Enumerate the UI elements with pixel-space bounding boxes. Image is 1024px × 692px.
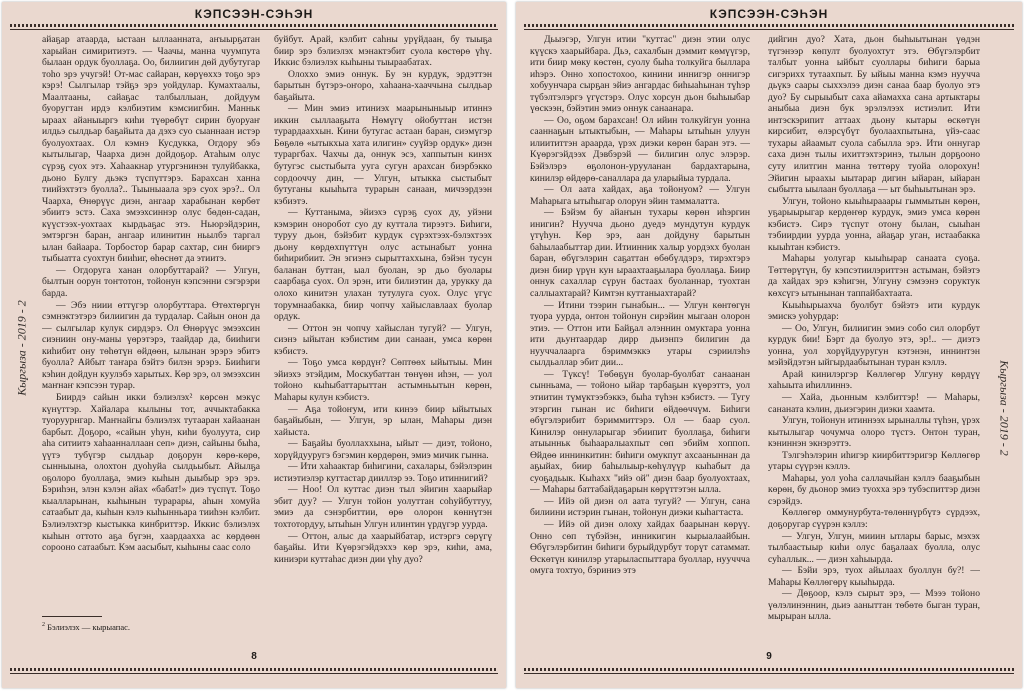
paragraph: Улгун, тойонун итиннээх ырыналлы түһэн, үрэх кытылыгар чочумча олоро түстэ. Онтон туран, кэниннэн экнэрэттэ. <box>768 415 980 450</box>
top-ornament-border <box>10 24 498 30</box>
paragraph: — Оттон эн чопчу хайыслан тугуй? — Улгун, сиэнэ ыйытан кэбистим дии санаан, умса көрөн кэбистэ. <box>274 322 492 357</box>
paragraph: Биирдэ сайын икки бэлиэлэх² көрсөн мэкүс күнүттэр. Хайалара кылыны тот, аччыктабакка туоруурнгар. Маҥнайгы бэлиэлэх тутааран хайаанан барбыт. Доҕоро, «сайын уһун, киһи буолуута, сир аһа ситиитэ хаһаанналлаан сеп» диэн, сайыны быһа, үүтэ тубүгэр сылдьар доҕорун көрө-көрө, сынныына, олохтон дуоһуйа сылдьыбыт. Айылҕа оҕолоро буоллаҕа, эмиэ кыһын дыыбыр эрэ эрэ. Бэриһэн, элэн кэлэн айах «бабат!» диэ түспүт. Тоҕо кыалларынан, кыһынын турарары, аһын хомуйа сатаабыт да, кыһын кэлэ кыһынньара тииһэн кэлбит. Бэлиэлэхтэр кыстыкка кинбриттэр. Иккис бэлиэлэх кыһын оттото аҕа бүгэн, хаардаахха ас көрдөөн сорооно сатаабыт. Кэм аасыбыт, кыһыны саас соло <box>42 391 260 554</box>
paragraph: — Баҕайы буоллаххына, ыйыт — диэт, тойоно, хорүйдууругэ бэгэмин көрдөрөн, эмиэ мичик гынна. <box>274 438 492 461</box>
right-page <box>516 2 1022 688</box>
footnote-marker: 2 <box>42 622 45 628</box>
side-handwritten-note: Кыргыза - 2019 - 2 <box>997 360 1012 456</box>
page-header: КЭПСЭЭН-СЭҺЭН <box>194 7 314 21</box>
footnote-text: Бэлиэлэх — кырыапас. <box>47 621 131 632</box>
paragraph: — Ноо! Ол куттас диэн тыл эйигин хаарыйар эбит дуу? — Улгун тойон уолуттан соһуйбуттуу, эмиэ да сэнэрбиттии, өрө олорон көннүтэн тохтотордуу, ытыһын Улгун илинтин үрдүгэр уурда. <box>274 484 492 530</box>
paragraph: — Ийэ ой диэн ол аата тугуй? — Улгун, сана билиини истэрин гынан, тойонун диэки кыһагтаста. <box>530 495 750 519</box>
paragraph: — Куттаныма, эйиэхэ сүрэҕ суох ду, уйэни кэмэрин оноробот суо ду куттала тирээтэ. Биһиги, туруу дьон, бэйэбит курдук сүрэхтээх-бэлэхтээх дьону көрдөхпүттүн олус астынабыт уонна биһирибиит. Эн эгиэнэ сырыттаххына, бэйэн тусун баланан буттан, ыал буолан, эр дьо буолары саарбаҕа суох. Ол эрэн, ити билиэтин да, урукку да олохо кинитэн улахан тутулуга суох. Олус үгүс торумнаабакка, биир чопчу хайыславлаах буолар ордук. <box>274 207 492 323</box>
paragraph: — Түксү! Төбөҕүн буолар-буолбат санаанан сынньама, — тойоно ыйар тарбаҕын күөрэттэ, уол этиитин түмүктээбэккэ, быһа түһэн кэбистэ. — Тугу этэргин гынан ис биһиги өйдөөччүм. Биһиги өбүгэлэрибит бэриммиттэрэ. Ол — баар суол. Кинилэр оннуларыгар эбиипит буоллаҕа, биһиги атыынньк быһааралыахпыт сөп эбийм хоппоп. Өйдөө иннинкитин: биһиги омукпут ахсааныннан да аҕыйах, биир баһылыыр-көһүлүүр кыһабыт да суоҕадьык. Кыһахх "ийэ ой" диэн баар буолуохтаах, — Маһары баттабайдаҕарын көрүттэтэн ылла. <box>530 368 750 496</box>
paragraph: — Мин эмиэ итиниэх маарыныныыр итиннэ иккин сыллааҕыта Нөмүгү ойобуттан истэн турардааххын. Кини бутугас астаан баран, сиэмүгэр Бөҕөлө «ытыкхыа хата илигин» суүйэр ордук» диэн тураргбах. Чахчы да, оннук эсэ, хаппытын кинэх бутугэс сыстыбыта ууга сугун арахсан биэрбэкко сордооччу дин, — Улгун, ытыкка сыстыбыт бутуганы кыыһыта турарын санаан, мичээрдээн кэбиэтэ. <box>274 103 492 207</box>
paragraph: — Оттон, алыс да хаарыйбатар, истэргэ сөрүгү баҕайы. Ити Күөрэгэйдэххэ көр эрэ, киһи, ама, киниэри куттаһас диэн дии үһу дуо? <box>274 530 492 565</box>
paragraph: Маһары, уол уоһа саллачыйан кэллэ бааҕыбын көрөн, бу дьонор эмиэ туохха эрэ тубэспиттэр диэн сэрэйдэ. <box>768 472 980 507</box>
paragraph: — Огдоруга ханан олорбуттарай? — Улгун, былтын оорун тоҥтотон, тойонун кэпсэнни сэгэрэри барда. <box>42 264 260 300</box>
paragraph: Дьыэгэр, Улгун итии "куттас" диэн этии олус күүскэ хаарыйбара. Дьэ, сахалбын дэммит көмүүгэр, ити биир мөку көстөн, суолу быһа толкуйга быллара иһэрэ. Онно хопостохоо, кинини иннигэр оннигэр хобуунчара сырҕан эйиэ ангардас биһыаһынан түһэр түбэлтэлэргэ үгүстэрэ. Олус хорсун дьон быһыыбар үөскээн, бэйэтин эмиэ оннук санаанара. <box>530 34 750 115</box>
text-column-2 <box>768 34 980 624</box>
footnote-rule <box>42 616 102 617</box>
paragraph: — Хайа, дьонным кэлбиттэр! — Маһары, сананата кэлин, дьиэгэрин диэки хаамта. <box>768 391 980 415</box>
left-page <box>2 2 506 688</box>
paragraph: — Дөҕоор, кэлэ сырыт эрэ, — Мэээ тойоно үөлэлинэннин, дьиэ ааныттан төбөтө быган туран, мырыран ылла. <box>768 588 980 623</box>
paragraph: Арай кинилэргэр Көллөгөр Улгуну көрдүү хаһыыта иһиллиннэ. <box>768 368 980 392</box>
paragraph: айаҕар атаарда, ыстаан ыллаанната, аҥыырҕатан харыйан симиритиэтэ. — Чаачы, манна чуумпута былаан ордук буоллаҕа. Оо, билиигин дөй дубутугар тоһо эрэ учугэй! От-мас сайаран, көрүөххэ тоҕо эрэ кэрэ! Сылгылар тэйҕэ эрэ уойдулар. Кумахтаалы, Маалтааны, сайаҕас талбыллыан, дойдуум буоругтан ирдэ кэлбиэтим кэмсиигбин. Манньк ыраах айаныыргэ киһи түөрөбүт сирин буоруаҥ илдьэ сылдьар баҕайыта да дэхэ суо сыаннаан истэр буолуохтаах. Ол кэмнэ Кусдукка, Огдору эбэ кытылыгар, Чаарха диэн дойдоҕор. Атаһым олус сүрэҕ суох этэ. Хаһаакнар утургэнинэн тулуйбакка, дьоно Булгу дьэкэ түспүттэрэ. Барахсан ханна тиийэхтэтэ буолла?.. Тыыныаала эрэ суох эрэ?.. Ол Чаарха, Өнөрүүс диэн, ангаар харабынан көрбөт эбиитэ эстэ. Саха эмээхсиннэр олус бөдөн-садан, күүстээх-уохтаах кырдьаҕас этэ. Ньюрэйдэрин, эмтэргэн баран, ангаар илинитин ньылбэ таргал ылан байаара. Торбостор барар сахтар, син бииргэ тыбыатта суохтун бииһиг, өһөснөт да этиитэ. <box>42 34 260 265</box>
page-number: 8 <box>251 651 257 662</box>
paragraph: — Улгун, Улгун, мииин ытлары барыс, мэхэх тылбаастыыр киһи олус баҕалаах буолла, олус суһаллык... — диэн хаһыырда. <box>768 530 980 565</box>
text-column-1 <box>42 34 260 624</box>
top-ornament-border <box>524 24 1014 30</box>
paragraph: Маһары уолугар кыыһырар санаата суоҕа. Төттөрүтүн, бу кэпсэтиилэриттэн астыман, бэйэтэ да хайдах эрэ кэһигэн, Улгуну сэмээнэ соруктук көхсүгэ ытынынан таппайбахтаата. <box>768 253 980 300</box>
paragraph: Олоххо эмиэ оннук. Бу эн курдук, эрдэттэн барытын бүтэрэ-оҥоро, хаһаана-хааччына сылдьар баҕайыта. <box>274 68 492 103</box>
paragraph: — Бэйэм бу айаҥын тухары көрөн иһэргин инигин? Нуучча дьоно дуедэ мундутун курдук үтүһун. Көр эрэ, аан дойдуну барытын баһылаабыттар дии. Итиинник халыр уордэхх буолан баран, өбүгэлэрин саҕаттан өбөбүлдэрэ, тирэхтэрэ диэн биир үрүн кун ыраахтааҕылара буоллаҕа. Биир оннук сахаллар сүрун бастаах буоланнар, туохтан саллыахтарай? Кимтэн куттаныахтарай? <box>530 207 750 300</box>
paragraph: Кыыһырыахча буолбут бэйэтэ ити курдук эмискэ уоһурдар: <box>768 299 980 323</box>
paragraph: — Ийэ ой диэн олоху хайдах баарынан көрүү. Онно сөп түбэйэн, инникигин кырыалаайбын. Өбүгэлэрбитин биһиги бурыйдурбут торүт сатаммат. Өскөтүн кинилэр утарыласпыттара буоллар, нууччча омуга тохтуо, бэриниэ этэ <box>530 518 750 577</box>
paragraph: — Ити хаһаактар биһигини, сахалары, бэйэлэрин истиэтиэлэр куттастар дииллэр ээ. Тоҕо итиннигий? <box>274 461 492 484</box>
paragraph: — Итини тээрин гынабын... — Улгун көнтөгүн туора уурда, онтон тойонун сирэйин мыгаан олорон этиэ. — Оттон ити Байҕал әлэннин омуктара уонна ити дьунтаардар дирр дьиэнпэ билигин да нууччалаарга бэриммэккэ утары сэриилэһэ сылдьаллар эбит дии... <box>530 299 750 369</box>
text-column-2 <box>274 34 492 624</box>
page-number: 9 <box>766 651 772 662</box>
bottom-ornament-border <box>10 668 498 674</box>
paragraph: — Оо, Улгун, билиигин эмиэ собо сил олорбут курдук бии! Бэрт да буолуо этэ, эр!.. — диэтэ уонна, уол хорүйдууругун кэтэнэн, иннинтэн мэйэйдэтэн ыйгырдаабытынан туран кэллэ. <box>768 322 980 369</box>
paragraph: — Ол аата хайдах, аҕа тойонуом? — Улгун Маһарыга ытыһыгар олорун эйин таммалатта. <box>530 184 750 207</box>
bottom-ornament-border <box>524 668 1014 674</box>
text-column-1 <box>530 34 750 624</box>
paragraph: Көллөгөр оммунурбута-төлөннүрбүтэ сүрдээх, доҕоругар сүүрэн кэллэ: <box>768 507 980 530</box>
paragraph: — Тоҕо умса көрдүҥ? Сөптөөх ыйытыы. Мин эйиэхэ этэйдим, Москубаттан төнүөн иһэн, — уол тойоно кыһыбаттарыттан астымньытын көрөн, Маһары кулун кэбистэ. <box>274 357 492 403</box>
paragraph: Тэлгэһэлэрин иһигэр киирбиттэригэр Көллөгөр утары сүүрэн кэллэ. <box>768 449 980 473</box>
side-handwritten-note: Кыргыза - 2019 - 2 <box>14 300 29 396</box>
paragraph: Улгун, тойоно кыыһырааары гыммытын көрөн, уҕарыырыгар кердөҥөр курдук, эмиэ умса көрөн кэбистэ. Сирэ түспут отону былан, сыыһан тэбиирдии уурда уонна, айаҕар уган, истаабакка кыыһтан кэбистэ. <box>768 195 980 253</box>
paragraph: — Оо, оҕом барахсан! Ол ийин толкуйгун уонна сааннаҕын ытыктыбын, — Маһары ытыһын улуун илиититтэн араарда, үрэх диэки көрөн баран этэ. — Күөрэгэйдээх Дэвбэрэй — билигин олус элэрэр. Бэйэлэрэ өҕолонон-урууланан бардахтарына, кинилэр өйдөрө-саналлара да уларыйыа турдала. <box>530 114 750 184</box>
paragraph: дийгин дуо? Хата, дьон быһыытынан үөдэн түгэнээр көпулт буолуохтут этэ. Өбүгэлэрбит талбыт уонна ыйбыт суоллары биһиги барыа сигэрихх тутаахпыт. Бу ыйыы манна кэмэ нуучча дьүкэ саары сыххэлээ диэн санаа баар буолуо этэ дуо? Бу сырыыбыт саха айамахха сана артыктары аныбыа диэн бук эрэлэлээх истиэлит. Ити интэскэрипит аттаах дьону кытары өскөтүн кирсибит, өлэрсүбүт буолаахпытына, үйэ-саас тухары айаамыт суола сабылла эрэ. Ити оннугар саха диэн тылы ихиттэхтэринэ, тылын дорҕооно суту илитгин манна төттөру туойа олорохун! Эйигин ыраахы ыытарар дигин ыйаран, ыйаран сыбытта ыылаан буоллаҕа — ыт быһыытынан эрэ. <box>768 34 980 196</box>
paragraph: — Эбэ ниии өттүгэр олорбуттара. Өтөхтөргүн сэмнэктэтэрэ билиигин да турдалар. Сайын онон да — сылгылар кулук сирдэрэ. Ол Өнөрүүс эмээхсин сиэниин ону-маны үөрэтэрэ, таайдар да, бииһиги киһибит ону төһөтүн өйдөөн, ылынан эрэрэ эбитэ буолла? Айбыт таҥара бэйтэ билэн эрэрэ. Бииһиги кэһин дойдун куулэбэ харытых. Көр эрэ, ол эмээхсин маҥнаҥ кэпсээн турар. <box>42 299 260 392</box>
paragraph: — Аҕа тойоҥум, ити кинээ биир ыйытыых баҕайыбын, — Улгун, эр ылан, Маһары диэн хайыста. <box>274 403 492 438</box>
page-header: КЭПСЭЭН-СЭҺЭН <box>709 7 829 21</box>
paragraph: — Бэйи эрэ, туох айылаах буоллун бу?! — Маһары Көллөгөрү кыыһырда. <box>768 565 980 588</box>
paragraph: буйбут. Арай, кэлбит саһны урүйдаан, бу тыыҕа биир эрэ бэлиэлэх мэнактэбит суола көстөрө үһү. Иккис бэлиэлэх кыһыны тыыраабатах. <box>274 34 492 69</box>
footnote <box>42 620 262 632</box>
